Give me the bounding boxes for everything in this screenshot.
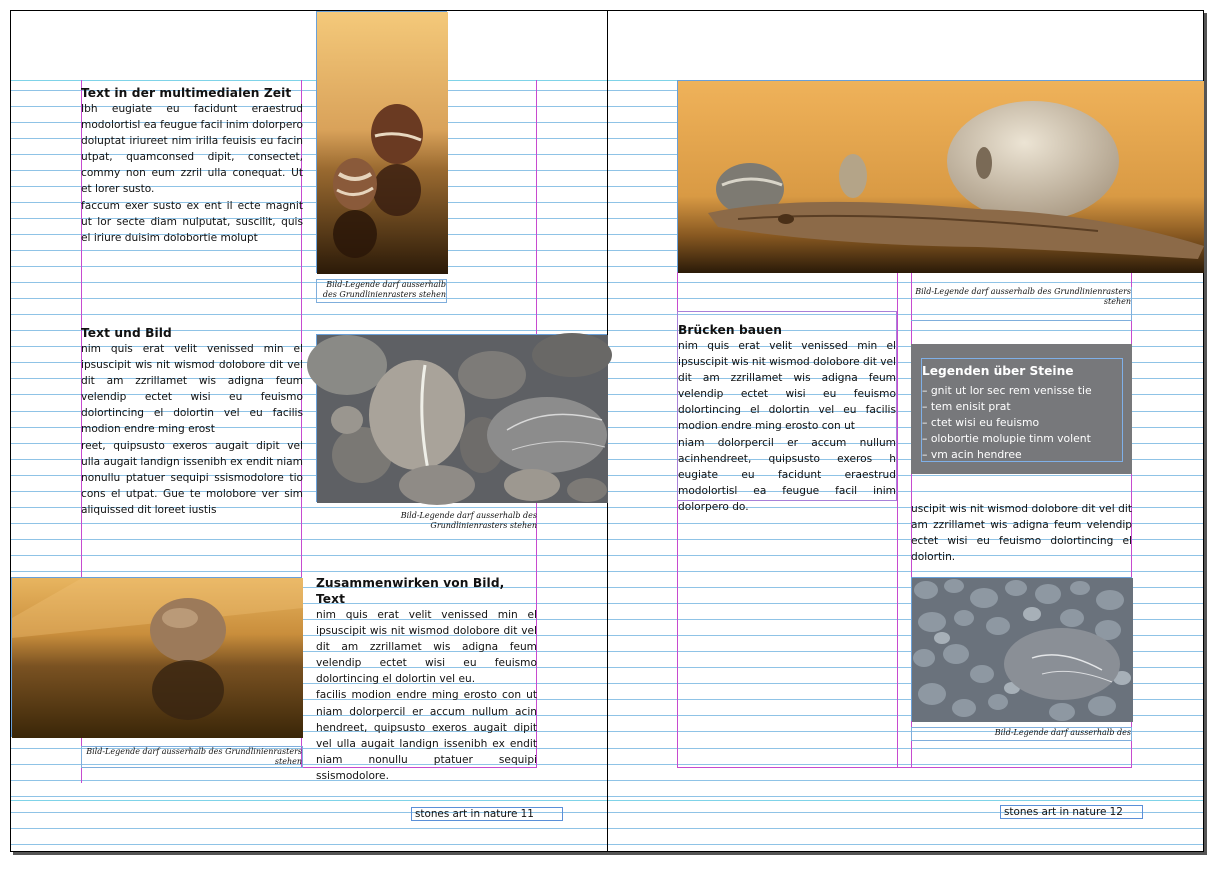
list-item: – gnit ut lor sec rem venisse tie [922, 384, 1092, 397]
caption-text: Bild-Legende darf ausserhalb des Grundlinienrasters stehen [322, 280, 446, 299]
image-pebbles[interactable] [316, 334, 607, 502]
footer-left-page[interactable]: stones art in nature 11 [411, 807, 563, 821]
stones-small-photo [317, 12, 448, 274]
paragraph: nim quis erat velit venissed min el ipsuscipit wis nit wismod dolobore dit vel dit am zzrillamet wis adigna feum velendip ectet wisi eu feuismo dolortincing el dolortin vel eu. [316, 609, 537, 686]
stone-reflection-photo [12, 578, 303, 738]
paragraph: nim quis erat velit venissed min el ipsuscipit wis nit wismod dolobore dit vel dit am zzrillamet wis adigna feum velendip ectet wisi eu feuismo dolortincing el dolortin vel eu facilis modion endre ming erosto con ut [678, 340, 896, 433]
paragraph: uscipit wis nit wismod dolobore dit vel dit am zzrillamet wis adigna feum velendip ectet wisi eu feuismo dolortincing el dolortin. [911, 503, 1132, 564]
caption-text: Bild-Legende darf ausserhalb des Grundlinienrasters stehen [86, 747, 302, 766]
driftwood-photo [678, 81, 1204, 273]
paragraph: nim quis erat velit venissed min el ipsuscipit wis nit wismod dolobore dit vel dit am zzrillamet wis adigna feum velendip ectet wisi eu feuismo dolortincing el dolortin vel eu facilis modion endre ming erost [81, 343, 303, 436]
caption-driftwood [911, 287, 1132, 321]
text-frame-multimedia[interactable] [81, 85, 303, 255]
paragraph: facilis modion endre ming erosto con ut niam dolorpercil er accum nullum acin hendreet, quipsusto exeros augait dipit vel ulla augait landign issenibh ex endit niam nonullu ptatuer sequipi ssismodolore. [316, 689, 537, 782]
text-frame-text-und-bild[interactable] [81, 325, 303, 525]
heading-text-und-bild: Text und Bild [81, 326, 172, 340]
paragraph: faccum exer susto ex ent il ecte magnit ut lor secte diam nulputat, suscilit, quis el iriure duisim dolobortie molupt [81, 199, 303, 244]
paragraph: niam dolorpercil er accum nullum acinhendreet, quipsusto exeros h eugiate eu facidunt eraestrud modolortisl ea feugue facil inim dolorpero do. [678, 436, 896, 513]
legend-box-inner [921, 358, 1123, 462]
bottom-column-guide [677, 767, 1132, 768]
caption-stones-small [316, 279, 447, 303]
page-spread [10, 10, 1204, 852]
image-stone-reflection[interactable] [11, 577, 302, 737]
list-item: – ctet wisi eu feuismo [922, 416, 1040, 429]
paragraph: reet, quipsusto exeros augait dipit vel ulla augait landign issenibh ex endit niam nonullu ptatuer sequipi ssismodolore tio cons el utpat. Gue te molobore ver sim aliquissed dit loreet iustis [81, 439, 303, 516]
legend-list [922, 383, 1122, 463]
text-frame-side[interactable] [911, 501, 1132, 571]
caption-gravel [911, 727, 1132, 741]
text-frame-zusammenwirken[interactable] [316, 575, 537, 782]
paragraph: Ibh eugiate eu facidunt eraestrud modolortisl ea feugue facil inim dolorpero doluptat iriureet nim irilla feuisis eu facin utpat, quamconsed dipit, consectet, commy non eum zzril ulla conequat. Ut et lorer susto. [81, 103, 303, 196]
footer-right-page[interactable]: stones art in nature 12 [1000, 805, 1143, 819]
heading-zusammenwirken: Zusammenwirken von Bild, Text [316, 576, 505, 606]
caption-stone-reflection [81, 746, 303, 768]
gravel-photo [912, 578, 1133, 722]
heading-bruecken: Brücken bauen [678, 323, 783, 337]
legend-box-heading: Legenden über Steine [922, 364, 1074, 378]
caption-text: Bild-Legende darf ausserhalb des [994, 728, 1131, 737]
pebbles-photo [317, 335, 608, 503]
legend-box[interactable] [911, 344, 1132, 474]
caption-pebbles [397, 511, 537, 535]
image-stones-small[interactable] [316, 11, 447, 273]
list-item: – tem enisit prat [922, 400, 1011, 413]
image-driftwood[interactable] [677, 80, 1203, 272]
list-item: – vm acin hendree [922, 448, 1022, 461]
caption-text: Bild-Legende darf ausserhalb des Grundlinienrasters stehen [915, 287, 1131, 306]
image-gravel[interactable] [911, 577, 1132, 721]
list-item: – olobortie molupie tinm volent [922, 432, 1091, 445]
text-frame-bruecken[interactable] [677, 311, 897, 513]
caption-text: Bild-Legende darf ausserhalb des Grundlinienrasters stehen [400, 511, 537, 530]
heading-multimedia: Text in der multimedialen Zeit [81, 86, 292, 100]
